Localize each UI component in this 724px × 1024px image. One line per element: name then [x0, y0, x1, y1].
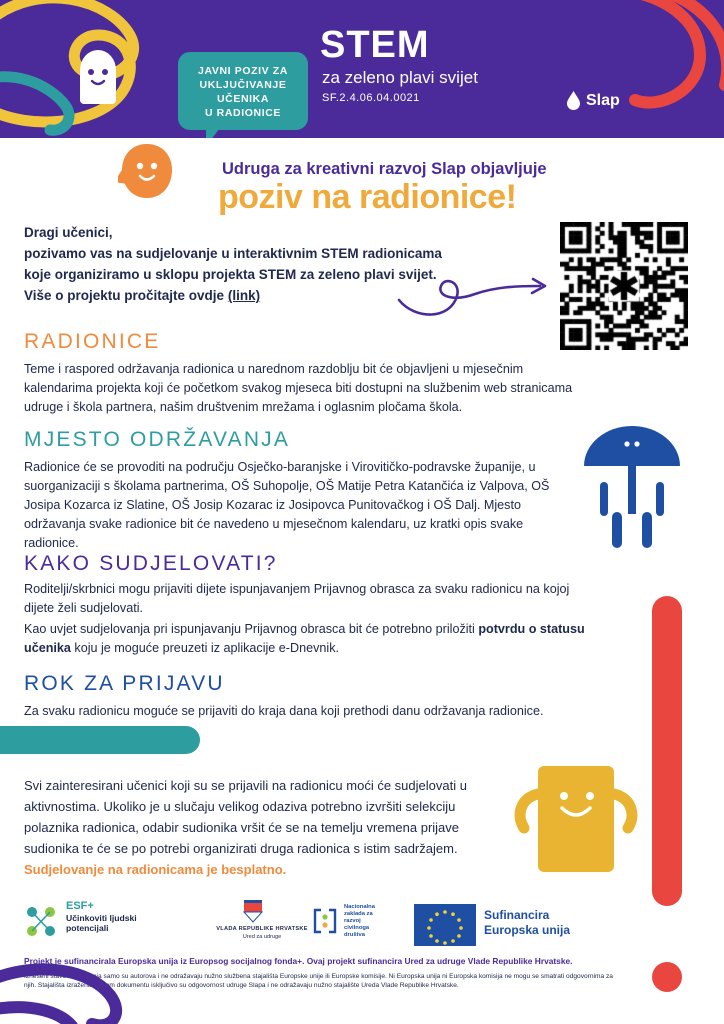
- bubble-line-3: UČENIKA: [216, 93, 270, 105]
- zaklada-line2: zaklada za: [344, 911, 373, 917]
- poster-header: [0, 0, 724, 138]
- vlada-rh-line2: Ured za udruge: [242, 934, 282, 940]
- intro-line-2: pozivamo vas na sudjelovanje u interaktivnim STEM radionicama: [24, 246, 442, 261]
- closing-paragraph: [24, 775, 494, 880]
- footer-disclaimer: Izneseni stavovi i mišljenja samo su autorova i ne odražavaju nužno službena stajališta Europske unije ili Europske komisije. Ni Europska unija ni Europska komisija ne mogu se smatrati odgovornima za njih. Stajališta izražena u ovom dokumentu isključivo su odgovornost udruge Slapa i ne odražavaju nužno stajalište Ureda Vlade Republike Hrvatske.: [24, 973, 613, 989]
- section-title-rok: ROK ZA PRIJAVU: [24, 672, 225, 695]
- bubble-line-2: UKLJUČIVANJE: [199, 79, 287, 91]
- project-subtitle: za zeleno plavi svijet: [322, 68, 478, 87]
- zaklada-line5: društva: [344, 932, 365, 938]
- poster-headline: poziv na radionice!: [218, 178, 517, 216]
- org-line: Udruga za kreativni razvoj Slap objavljuje: [222, 160, 547, 178]
- logo-esf-plus: [24, 900, 174, 946]
- footer-logos: [24, 898, 700, 948]
- call-bubble: [178, 52, 308, 130]
- zaklada-line1: Nacionalna: [344, 904, 375, 910]
- red-vertical-bar: [652, 596, 682, 906]
- orange-mascot-icon: [118, 140, 176, 206]
- intro-line-4-text: Više o projektu pročitajte ovdje: [24, 288, 225, 303]
- section-title-radionice: RADIONICE: [24, 330, 161, 353]
- esf-plus-line3: potencijali: [66, 923, 109, 933]
- project-code: SF.2.4.06.04.0021: [322, 92, 420, 104]
- decorative-swirl-bottom-left: [0, 960, 180, 1024]
- logo-eu-sufinancira: [414, 902, 634, 946]
- section-body-kako-1: Roditelji/skrbnici mogu prijaviti dijete ispunjavanjem Prijavnog obrasca za svaku radionicu na kojoj dijete želi sudjelovati.: [24, 582, 570, 615]
- section-body-radionice: Teme i raspored održavanja radionica u narednom razdoblju bit će objavljeni u mjesečnim kalendarima projekta koji će početkom svakog mjeseca biti dostupni na službenim web stranicama udruge i škola partnera, našim društvenim mrežama i oglasnim pločama škola.: [24, 362, 573, 414]
- closing-highlight: Sudjelovanje na radionicama je besplatno.: [24, 862, 287, 877]
- funding-note: Projekt je sufinancirala Europska unija iz Europsog socijalnog fonda+. Ovaj projekt sufinancira Ured za udruge Vlade Republike Hrvatske.: [24, 956, 573, 966]
- croatia-coat-of-arms-icon: [242, 898, 264, 924]
- slap-logo-text: Slap: [586, 92, 620, 109]
- kako-text-a: Kao uvjet sudjelovanja pri ispunjavanju Prijavnog obrasca bit će potrebno priložiti: [24, 622, 479, 636]
- bubble-line-1: JAVNI POZIV ZA: [198, 65, 288, 77]
- project-link[interactable]: (link): [227, 288, 261, 303]
- curved-arrow-icon: [395, 262, 555, 322]
- zaklada-bracket-icon: [310, 906, 340, 936]
- section-body-kako-2: [24, 620, 594, 658]
- zaklada-line3: razvoj: [344, 918, 361, 924]
- yellow-mascot-icon: [512, 758, 640, 876]
- closing-text: Svi zainteresirani učenici koji su se prijavili na radionicu moći će sudjelovati u aktivnostima. Ukoliko je u slučaju velikog odaziva potrebno izvršiti selekciju polaznika radionica, odabir sudionika vršit će se na temelju vremena prijave sudionika te će se po potrebi organizirati druga radionica s istim sadržajem.: [24, 778, 467, 856]
- intro-line-3: koje organiziramo u sklopu projekta STEM za zeleno plavi svijet.: [24, 267, 437, 282]
- intro-line-1: Dragi učenici,: [24, 225, 113, 240]
- eu-line2: Europska unija: [484, 923, 571, 937]
- logo-nacionalna-zaklada: [310, 902, 430, 946]
- section-title-mjesto: MJESTO ODRŽAVANJA: [24, 428, 291, 451]
- zaklada-line4: civilnoga: [344, 925, 370, 931]
- section-body-mjesto: Radionice će se provoditi na području Osječko-baranjske i Virovitičko-podravske županije, u suorganizaciji s školama partnerima, OŠ Suhopolje, OŠ Matije Petra Katančića iz Valpova, OŠ Josipa Kozarca iz Slatine, OŠ Josip Kozarac iz Josipovca Punitovačkog i OŠ Dalj. Mjesto održavanja svake radionice bit će navedeno u mjesečnom kalendaru, uz kratki opis svake radionice.: [24, 460, 550, 550]
- teal-divider-bar: [0, 726, 200, 754]
- section-body-rok: Za svaku radionicu moguće se prijaviti do kraja dana koji prethodi danu održavanja radionice.: [24, 704, 544, 718]
- section-title-kako: KAKO SUDJELOVATI?: [24, 552, 278, 575]
- decorative-swirl-right: [600, 0, 724, 138]
- kako-text-bold: potvrdu o statusu učenika: [24, 622, 585, 655]
- esf-plus-icon: [24, 904, 60, 940]
- slap-drop-icon: [566, 91, 581, 110]
- esf-plus-line1: ESF+: [66, 900, 94, 912]
- bubble-line-4: U RADIONICE: [204, 107, 282, 119]
- project-title: STEM: [320, 24, 430, 66]
- ghost-mascot-icon: [72, 48, 124, 108]
- kako-text-c: koju je moguće preuzeti iz aplikacije e-Dnevnik.: [70, 641, 340, 655]
- qr-code[interactable]: [560, 222, 688, 350]
- vlada-rh-line1: VLADA REPUBLIKE HRVATSKE: [216, 926, 308, 932]
- eu-flag-icon: [414, 904, 476, 946]
- esf-plus-line2: Učinkoviti ljudski: [66, 913, 137, 923]
- umbrella-figure-icon: [578, 424, 686, 552]
- eu-line1: Sufinancira: [484, 908, 550, 922]
- logo-vlada-rh: [202, 898, 322, 946]
- red-dot: [652, 962, 682, 992]
